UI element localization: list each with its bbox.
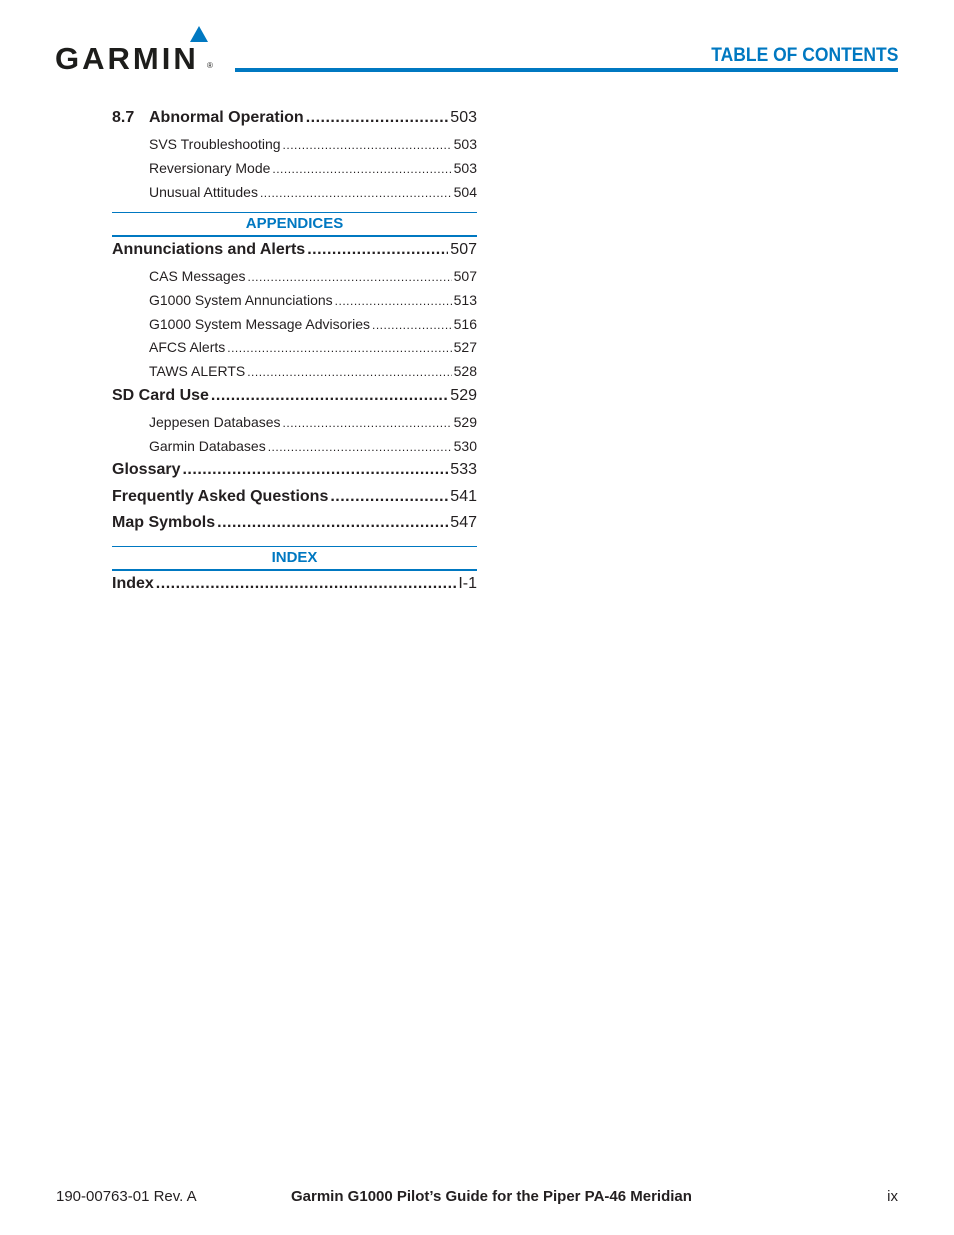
toc-entry-map-symbols[interactable]: [112, 514, 477, 532]
toc-entry-title: G1000 System Message Advisories: [149, 316, 370, 332]
toc-entry-title: Index: [112, 575, 154, 592]
toc-entry-title: G1000 System Annunciations: [149, 292, 333, 308]
toc-entry-page: 533: [450, 461, 477, 478]
toc-entry-title: TAWS ALERTS: [149, 363, 246, 379]
toc-entry-index[interactable]: [112, 575, 477, 593]
toc-entry-page: 528: [453, 363, 477, 379]
toc-entry-unusual-attitudes[interactable]: [112, 184, 477, 200]
toc-entry-g1000-system-annunciations[interactable]: [112, 292, 477, 308]
dot-leader: [306, 109, 449, 127]
toc-entry-garmin-databases[interactable]: [112, 438, 477, 454]
toc-entry-page: 507: [450, 241, 477, 258]
toc-entry-svs-troubleshooting[interactable]: [112, 136, 477, 152]
toc-entry-page: 529: [453, 414, 477, 430]
toc-entry-page: 541: [450, 488, 477, 505]
logo-wordmark: GARMIN: [55, 41, 199, 76]
toc-entry-abnormal-operation[interactable]: [112, 109, 477, 127]
toc-entry-page: 547: [450, 514, 477, 531]
header-rule: [235, 68, 898, 72]
dot-leader: [372, 316, 452, 332]
section-number: 8.7: [112, 109, 135, 126]
toc-entry-title: Reversionary Mode: [149, 160, 271, 176]
registered-mark: ®: [207, 61, 213, 70]
dot-leader: [182, 461, 448, 479]
dot-leader: [268, 438, 452, 454]
toc-entry-jeppesen-databases[interactable]: [112, 414, 477, 430]
toc-entry-page: 503: [453, 160, 477, 176]
toc-entry-page: 503: [450, 109, 477, 126]
dot-leader: [247, 363, 451, 379]
toc-entry-title: Glossary: [112, 461, 181, 478]
dot-leader: [272, 160, 451, 176]
toc-entry-title: Frequently Asked Questions: [112, 488, 329, 505]
garmin-triangle-icon: [190, 26, 208, 42]
toc-entry-title: SVS Troubleshooting: [149, 136, 281, 152]
toc-entry-title: Abnormal Operation: [149, 109, 304, 126]
toc-entry-glossary[interactable]: [112, 461, 477, 479]
toc-entry-afcs-alerts[interactable]: [112, 339, 477, 355]
toc-entry-page: 513: [453, 292, 477, 308]
toc-entry-taws-alerts[interactable]: [112, 363, 477, 379]
toc-entry-page: 529: [450, 387, 477, 404]
dot-leader: [217, 514, 448, 532]
toc-entry-page: 503: [453, 136, 477, 152]
dot-leader: [247, 268, 451, 284]
dot-leader: [283, 136, 452, 152]
footer-page-number: ix: [887, 1188, 898, 1205]
dot-leader: [283, 414, 452, 430]
toc-entry-page: 504: [453, 184, 477, 200]
dot-leader: [211, 387, 448, 405]
toc-entry-page: 516: [453, 316, 477, 332]
dot-leader: [260, 184, 452, 200]
section-heading-index: INDEX: [112, 546, 477, 571]
dot-leader: [330, 488, 448, 506]
toc-entry-page: I-1: [458, 575, 477, 592]
toc-entry-title: Map Symbols: [112, 514, 216, 531]
toc-entry-sd-card-use[interactable]: [112, 387, 477, 405]
dot-leader: [335, 292, 452, 308]
garmin-logo: [55, 26, 220, 76]
toc-entry-page: 527: [453, 339, 477, 355]
toc-entry-title: Unusual Attitudes: [149, 184, 258, 200]
toc-entry-annunciations-and-alerts[interactable]: [112, 241, 477, 259]
toc-entry-reversionary-mode[interactable]: [112, 160, 477, 176]
section-heading-appendices: APPENDICES: [112, 212, 477, 237]
toc-entry-frequently-asked-questions[interactable]: [112, 488, 477, 506]
toc-entry-g1000-system-message-advisories[interactable]: [112, 316, 477, 332]
toc-entry-title: AFCS Alerts: [149, 339, 226, 355]
toc-entry-title: Annunciations and Alerts: [112, 241, 306, 258]
toc-entry-title: CAS Messages: [149, 268, 246, 284]
toc-entry-title: Garmin Databases: [149, 438, 266, 454]
dot-leader: [307, 241, 448, 259]
toc-entry-title: SD Card Use: [112, 387, 209, 404]
footer-doc-number: 190-00763-01 Rev. A: [56, 1188, 197, 1205]
toc-entry-title: Jeppesen Databases: [149, 414, 281, 430]
dot-leader: [227, 339, 451, 355]
toc-entry-cas-messages[interactable]: [112, 268, 477, 284]
footer-guide-title: Garmin G1000 Pilot’s Guide for the Piper PA-46 Meridian: [291, 1188, 692, 1205]
toc-entry-page: 530: [453, 438, 477, 454]
dot-leader: [156, 575, 457, 593]
toc-entry-page: 507: [453, 268, 477, 284]
page-title: TABLE OF CONTENTS: [710, 45, 898, 66]
